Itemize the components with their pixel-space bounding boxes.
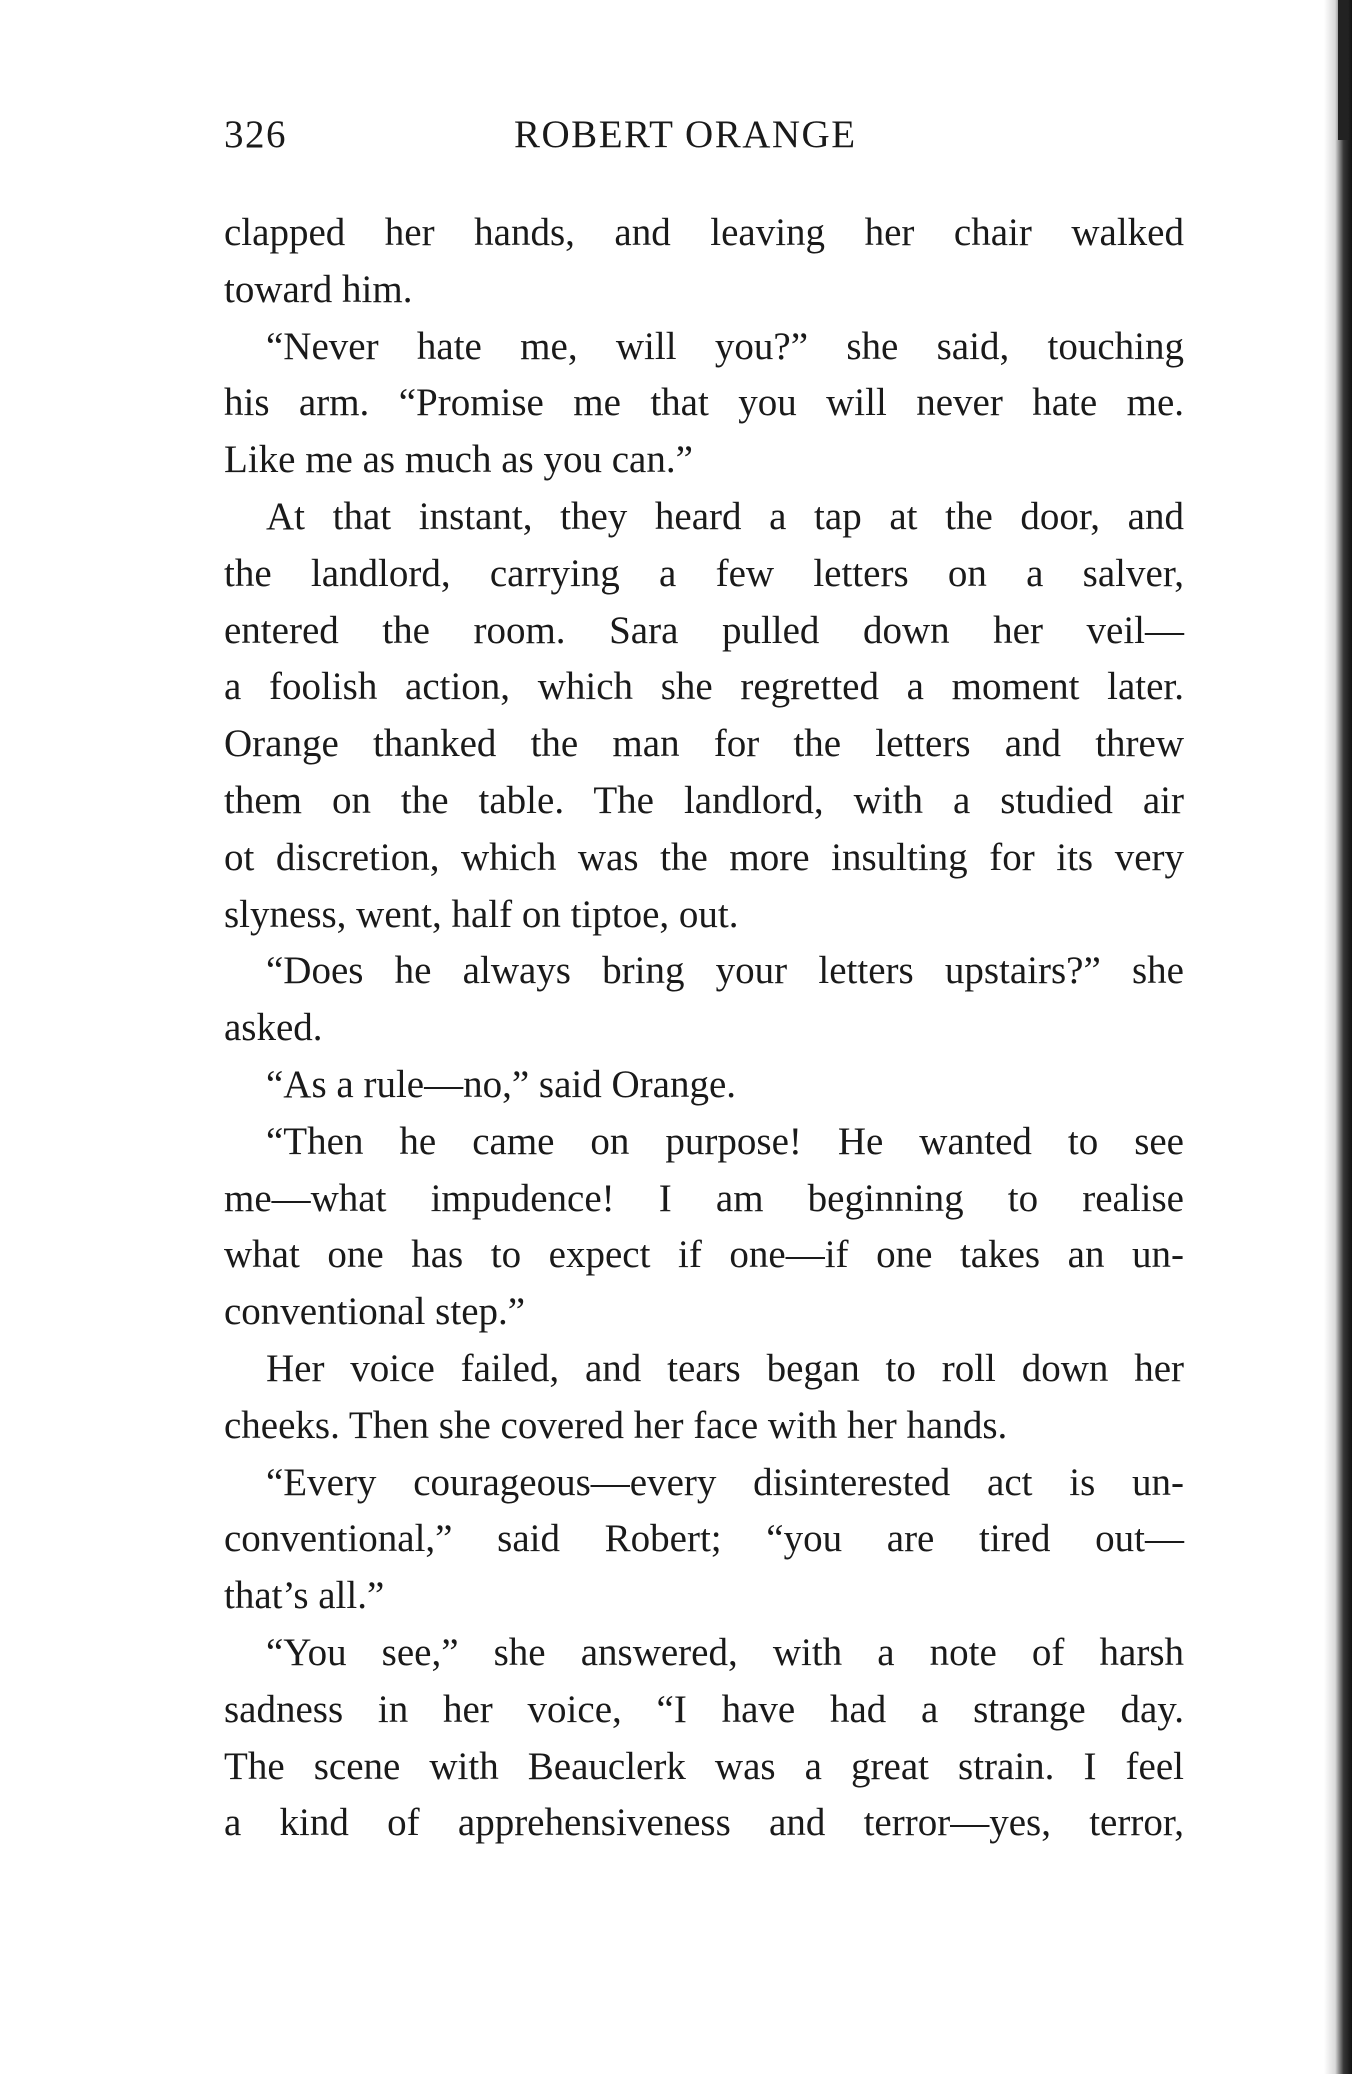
text-line: Her voice failed, and tears began to roll down her	[266, 1346, 1184, 1390]
text-line: the landlord, carrying a few letters on a salver,	[224, 551, 1184, 595]
text-line: his arm. “Promise me that you will never hate me.	[224, 381, 1184, 425]
text-line: conventional step.”	[224, 1290, 526, 1334]
text-line: ot discretion, which was the more insulting for its very	[224, 835, 1184, 879]
text-line: clapped her hands, and leaving her chair walked	[224, 211, 1184, 254]
text-line: Like me as much as you can.”	[224, 438, 693, 482]
text-line: what one has to expect if one—if one takes an un-	[224, 1233, 1184, 1277]
text-line: a foolish action, which she regretted a moment later.	[224, 665, 1184, 709]
text-line: conventional,” said Robert; “you are tired out—	[224, 1517, 1184, 1561]
page-header	[224, 112, 1184, 168]
text-line: entered the room. Sara pulled down her veil—	[224, 608, 1184, 652]
text-line: them on the table. The landlord, with a studied air	[224, 778, 1184, 822]
text-line: “Then he came on purpose! He wanted to see	[266, 1119, 1184, 1163]
binding-edge-mark	[1338, 0, 1348, 140]
text-line: asked.	[224, 1006, 323, 1050]
text-line: sadness in her voice, “I have had a strange day.	[224, 1687, 1184, 1731]
text-line: a kind of apprehensiveness and terror—yes, terror,	[224, 1801, 1184, 1845]
page-number: 326	[224, 113, 287, 156]
text-line: “Every courageous—every disinterested act is un-	[266, 1460, 1184, 1504]
binding-edge-shadow	[1324, 0, 1352, 2074]
running-title: ROBERT ORANGE	[514, 113, 857, 156]
text-line: “As a rule—no,” said Orange.	[266, 1062, 736, 1106]
text-line: me—what impudence! I am beginning to realise	[224, 1176, 1184, 1220]
text-line: slyness, went, half on tiptoe, out.	[224, 892, 739, 936]
text-line: Orange thanked the man for the letters and threw	[224, 722, 1184, 766]
text-line: “Does he always bring your letters upstairs?” she	[266, 949, 1184, 993]
text-line: The scene with Beauclerk was a great strain. I feel	[224, 1744, 1184, 1788]
text-line: toward him.	[224, 267, 413, 311]
text-line: cheeks. Then she covered her face with her hands.	[224, 1403, 1008, 1447]
text-line: At that instant, they heard a tap at the door, and	[266, 494, 1184, 538]
text-line: that’s all.”	[224, 1574, 385, 1618]
text-line: “Never hate me, will you?” she said, touching	[266, 324, 1184, 368]
body-text	[224, 205, 1184, 1852]
text-line: “You see,” she answered, with a note of harsh	[266, 1630, 1184, 1674]
